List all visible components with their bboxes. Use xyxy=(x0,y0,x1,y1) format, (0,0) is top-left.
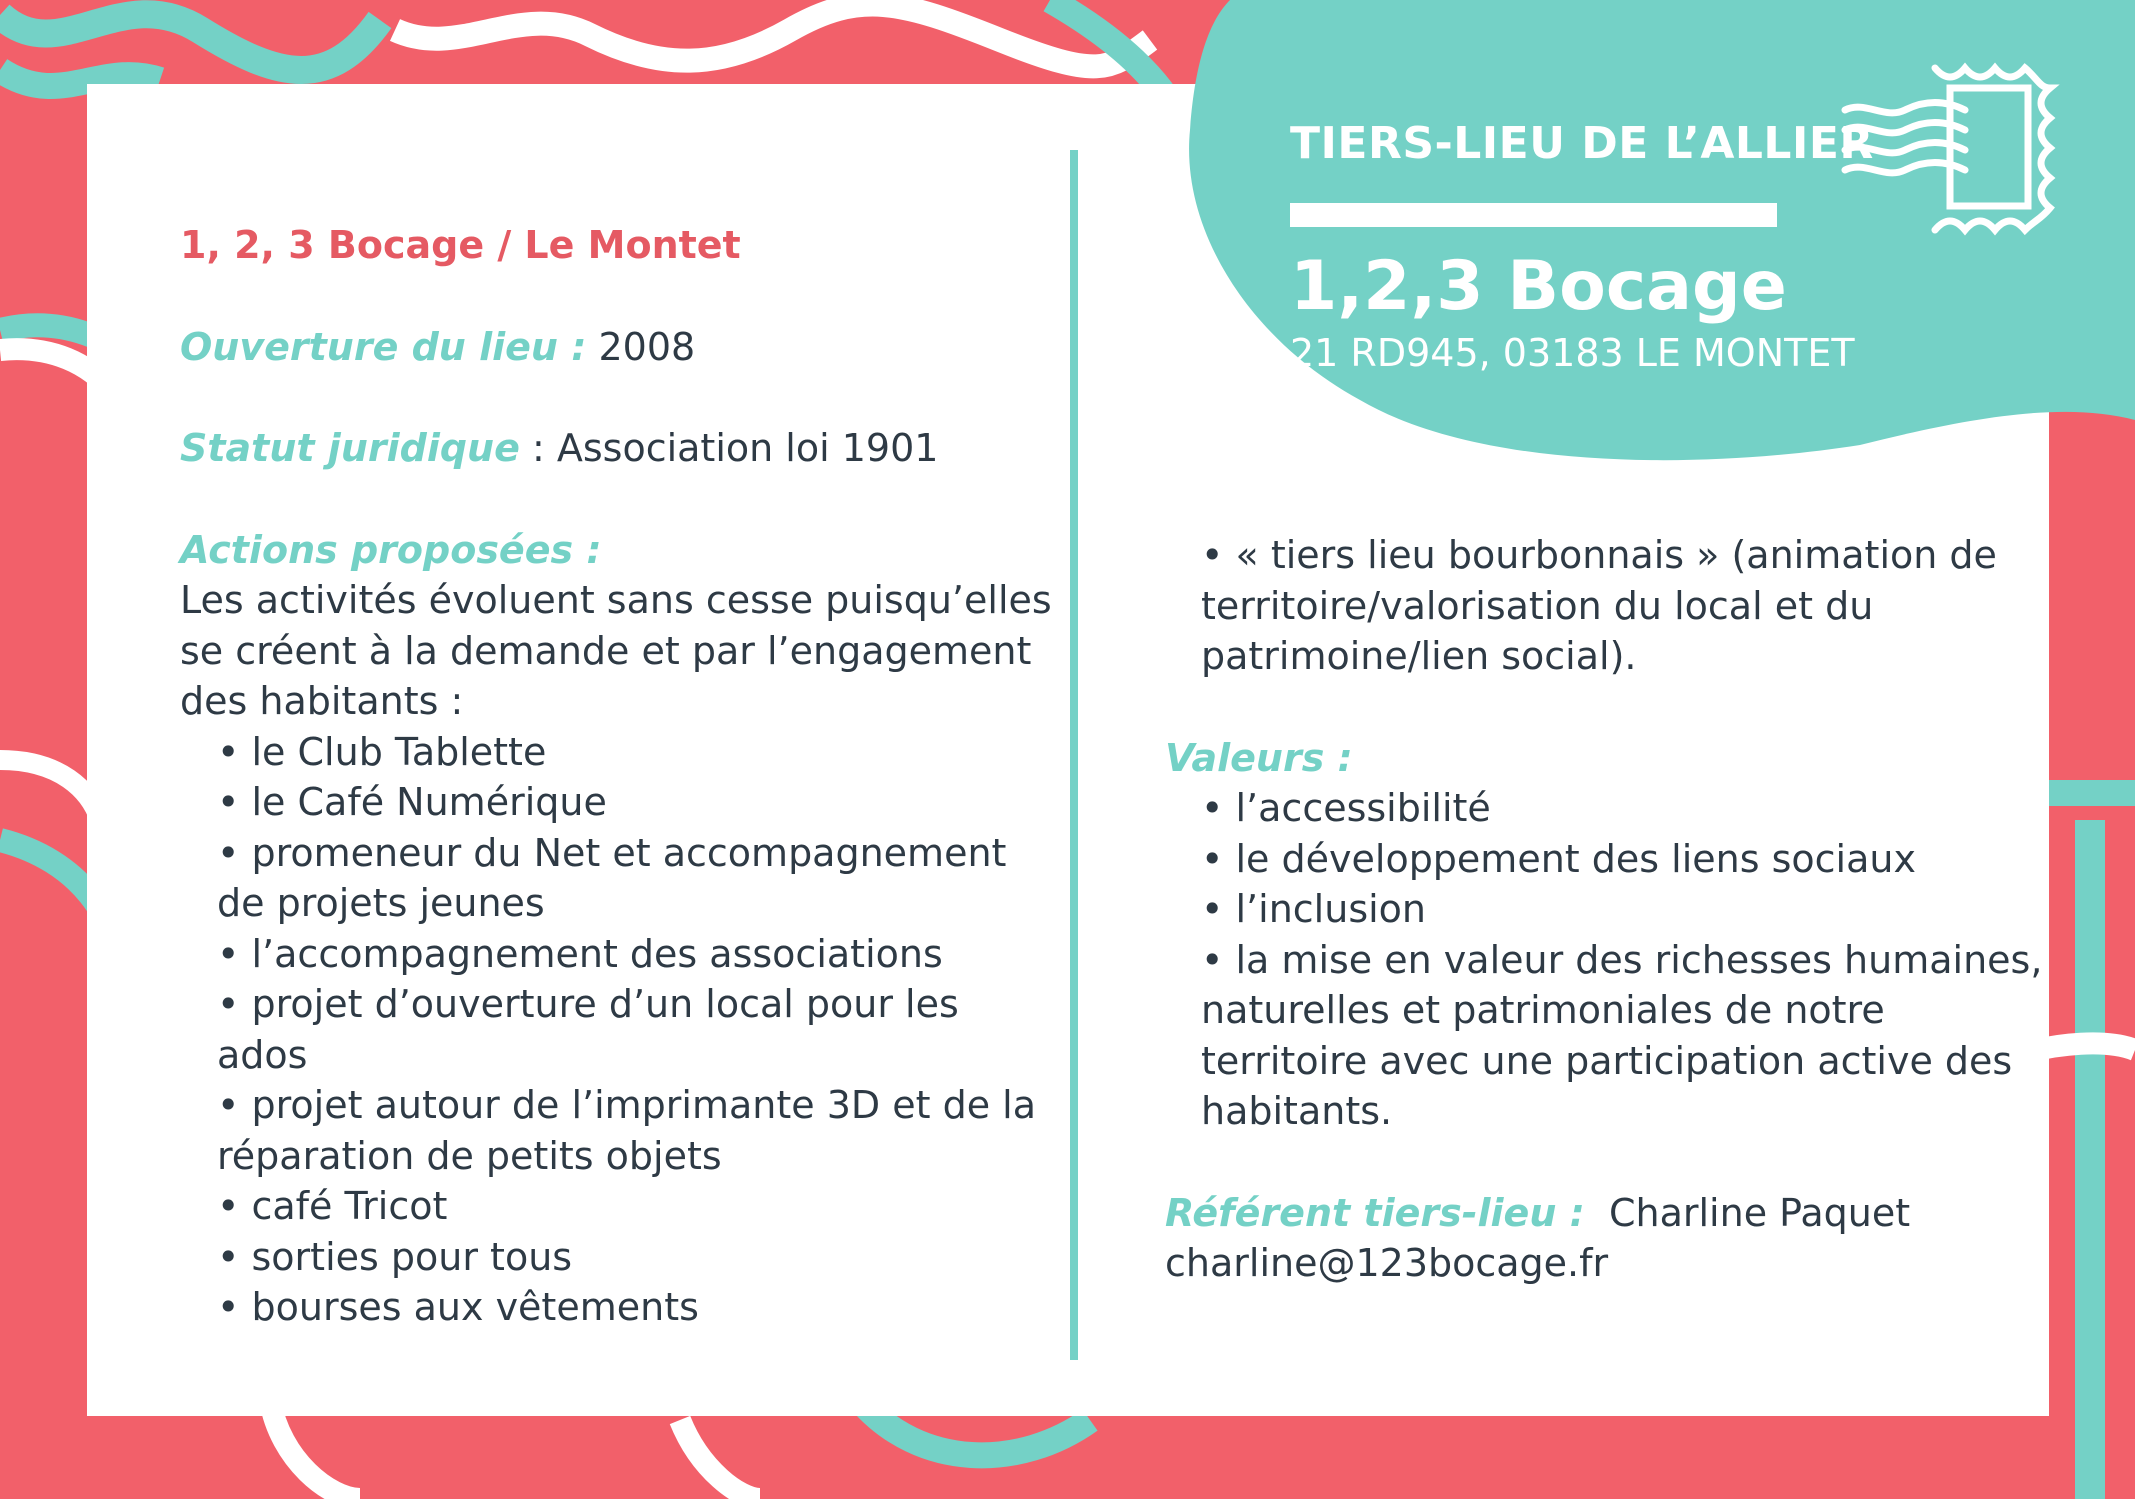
continued-item xyxy=(1165,530,2065,682)
actions-intro-line: des habitants : xyxy=(180,679,464,723)
actions-intro-line: Les activités évoluent sans cesse puisqu’elles xyxy=(180,578,1052,622)
list-item-continuation: de projets jeunes xyxy=(217,881,545,925)
list-item-continuation: territoire avec une participation active des xyxy=(1201,1038,2013,1083)
values-section xyxy=(1165,733,2065,1137)
referent-label: Référent tiers-lieu : xyxy=(1165,1190,1585,1235)
actions-intro-line: se créent à la demande et par l’engagement xyxy=(180,628,1032,673)
list-item: • le développement des liens sociaux xyxy=(1165,834,2065,885)
list-item: • le Club Tablette xyxy=(180,727,1080,778)
opening-label: Ouverture du lieu : xyxy=(180,324,587,369)
list-item: • l’inclusion xyxy=(1165,884,2065,935)
list-item: • projet d’ouverture d’un local pour les xyxy=(180,979,1080,1030)
header-underline xyxy=(1290,203,1777,227)
left-column xyxy=(180,220,1080,1333)
list-item: • « tiers lieu bourbonnais » (animation de xyxy=(1165,530,2065,581)
list-item: • l’accompagnement des associations xyxy=(180,929,1080,980)
list-item: • promeneur du Net et accompagnement xyxy=(180,828,1080,879)
header xyxy=(1290,118,1874,375)
list-item-continuation: patrimoine/lien social). xyxy=(1201,634,1637,678)
list-item-continuation: naturelles et patrimoniales de notre xyxy=(1201,988,1885,1032)
place-address: 21 RD945, 03183 LE MONTET xyxy=(1290,331,1855,375)
list-item: • projet autour de l’imprimante 3D et de la xyxy=(180,1080,1080,1131)
referent-line xyxy=(1165,1188,2065,1239)
place-name: 1,2,3 Bocage xyxy=(1290,247,1787,326)
list-item-continuation: territoire/valorisation du local et du xyxy=(1201,583,1874,628)
list-item: • l’accessibilité xyxy=(1165,783,2065,834)
actions-section xyxy=(180,525,1080,1333)
status-value: : Association loi 1901 xyxy=(519,426,939,470)
list-item: • café Tricot xyxy=(180,1181,1080,1232)
referent-email: charline@123bocage.fr xyxy=(1165,1241,1609,1285)
status-line xyxy=(180,423,1080,474)
postage-stamp-icon xyxy=(1840,58,2070,238)
list-item-continuation: habitants. xyxy=(1201,1089,1393,1133)
actions-label: Actions proposées : xyxy=(180,527,602,572)
list-item: • la mise en valeur des richesses humaines, xyxy=(1165,935,2065,986)
values-label: Valeurs : xyxy=(1165,735,1353,780)
list-item: • le Café Numérique xyxy=(180,777,1080,828)
list-item-continuation: réparation de petits objets xyxy=(217,1133,722,1178)
list-item-continuation: ados xyxy=(217,1032,308,1077)
opening-value: 2008 xyxy=(586,324,696,369)
list-item: • bourses aux vêtements xyxy=(180,1282,1080,1333)
section-title: 1, 2, 3 Bocage / Le Montet xyxy=(180,223,741,267)
status-label: Statut juridique xyxy=(180,426,520,470)
opening-line xyxy=(180,322,1080,373)
header-tag: TIERS-LIEU DE L’ALLIER xyxy=(1290,118,1874,169)
right-column xyxy=(1165,530,2065,1289)
referent-section xyxy=(1165,1188,2065,1289)
referent-name: Charline Paquet xyxy=(1584,1190,1911,1235)
list-item: • sorties pour tous xyxy=(180,1232,1080,1283)
